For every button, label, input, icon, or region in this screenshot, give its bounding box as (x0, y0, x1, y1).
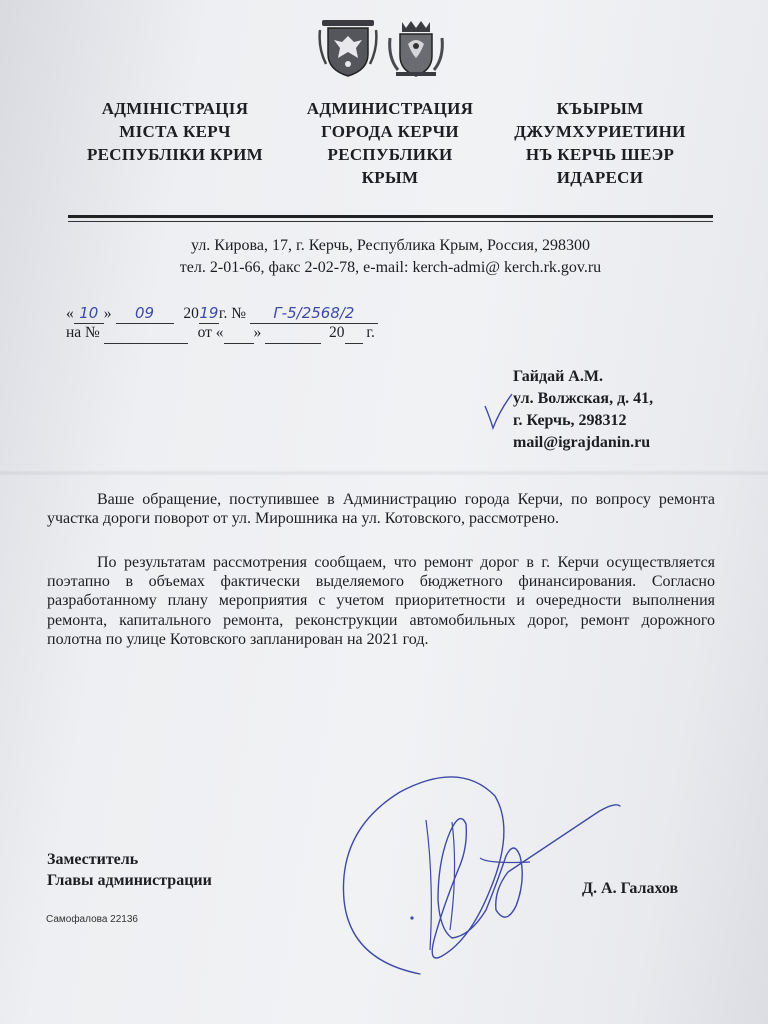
incoming-day-blank (224, 323, 254, 344)
crimea-coat-of-arms-icon (318, 18, 378, 80)
contact-line: тел. 2-01-66, факс 2-02-78, e-mail: kerch-admi@ kerch.rk.gov.ru (179, 259, 602, 276)
signer-title (47, 849, 212, 891)
signer-title-line: Главы администрации (47, 872, 212, 889)
header-divider-thin (68, 221, 713, 222)
outgoing-date-number (66, 303, 378, 324)
header-russian-line: ГОРОДА КЕРЧИ (321, 122, 459, 141)
header-russian-line: КРЫМ (361, 168, 419, 187)
incoming-from-label: от « (197, 324, 224, 341)
outgoing-number: Г-5/2568/2 (250, 303, 378, 324)
header-russian (290, 97, 490, 189)
postal-address: ул. Кирова, 17, г. Керчь, Республика Крым, Россия, 298300 (191, 237, 590, 254)
recipient-street: ул. Волжская, д. 41, (513, 390, 654, 407)
paper-fold (0, 470, 768, 476)
number-label: № (231, 305, 247, 322)
header-crimean-tatar-line: НЪ КЕРЧЬ ШЕЭР (525, 145, 675, 164)
incoming-number-blank (104, 323, 188, 344)
header-crimean-tatar-line: КЪЫРЫМ (556, 99, 644, 118)
header-russian-line: РЕСПУБЛИКИ (327, 145, 453, 164)
executor-note: Самофалова 22136 (46, 914, 138, 925)
header-crimean-tatar-line: ДЖУМХУРИЕТИНИ (514, 122, 686, 141)
open-quote: « (66, 305, 74, 322)
date-day: 10 (74, 303, 104, 324)
header-ukrainian-line: РЕСПУБЛІКИ КРИМ (86, 145, 264, 164)
signer-name: Д. А. Галахов (582, 880, 679, 897)
year-prefix: 20 (183, 305, 199, 322)
recipient-block (513, 366, 653, 454)
year-suffix: 19 (199, 304, 219, 322)
incoming-reference (66, 323, 375, 344)
header-crimean-tatar-line: ИДАРЕСИ (556, 168, 644, 187)
header-ukrainian-line: МІСТА КЕРЧ (119, 122, 231, 141)
header-russian-line: АДМИНИСТРАЦИЯ (306, 99, 474, 118)
incoming-month-blank (265, 323, 321, 344)
handwritten-check-mark-icon (482, 392, 514, 432)
incoming-year-blank (345, 323, 363, 344)
body-paragraph-1: Ваше обращение, поступившее в Администрацию города Керчи, по вопросу ремонта участка дороги поворот от ул. Мирошника на ул. Котовского, рассмотрено. (47, 491, 715, 528)
recipient-name: Гайдай А.М. (513, 368, 603, 385)
recipient-email: mail@igrajdanin.ru (513, 434, 651, 451)
body-paragraph-2: По результатам рассмотрения сообщаем, что ремонт дорог в г. Керчи осуществляется поэтапно в объемах фактически выделяемого бюджетного финансирования. Согласно разработанному плану мероприятия с учетом приоритетности и очередности выполнения ремонта, капитального ремонта, реконструкции автомобильных дорог, ремонт дорожного полотна по улице Котовского запланирован на 2021 год. (47, 554, 715, 648)
signer-title-line: Заместитель (47, 851, 139, 868)
year-label: г. (218, 305, 228, 322)
handwritten-signature (330, 760, 630, 990)
header-crimean-tatar (495, 97, 705, 189)
incoming-year-prefix: 20 (329, 324, 345, 341)
incoming-year-label: г. (366, 324, 375, 341)
date-month: 09 (116, 303, 174, 324)
kerch-coat-of-arms-icon (386, 18, 446, 80)
header-divider-thick (68, 215, 713, 218)
recipient-city: г. Керчь, 298312 (513, 412, 627, 429)
incoming-number-label: на № (66, 324, 100, 341)
incoming-close-quote: » (253, 324, 262, 341)
header-ukrainian-line: АДМІНІСТРАЦІЯ (101, 99, 249, 118)
close-quote: » (103, 305, 112, 322)
header-ukrainian (70, 97, 280, 166)
